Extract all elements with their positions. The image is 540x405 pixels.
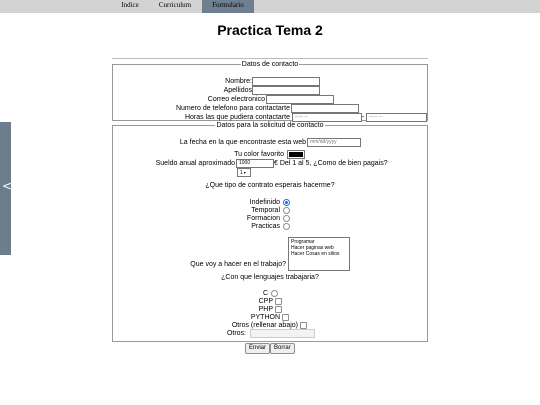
contrato-label: Temporal <box>251 207 280 214</box>
nombre-input[interactable] <box>252 77 320 86</box>
telefono-label: Numero de telefono para contactarte <box>175 105 290 112</box>
correo-input[interactable] <box>266 95 334 104</box>
hora-fin-input[interactable]: --:-- -- <box>366 113 427 122</box>
nav-item-curriculum[interactable]: Curriculum <box>158 1 192 9</box>
trabajo-option[interactable]: Hacer Cosas en silios <box>291 251 340 257</box>
nombre-label: Nombre: <box>225 78 252 85</box>
sueldo-input[interactable]: 1000 <box>236 159 274 168</box>
lenguaje-checkbox-cpp[interactable] <box>275 298 282 305</box>
otros-input[interactable] <box>250 329 315 338</box>
lenguaje-radio-c[interactable] <box>271 290 278 297</box>
nav-item-formulario[interactable]: Formulario <box>202 0 254 13</box>
contrato-label: Formacion <box>246 215 280 222</box>
contact-fieldset <box>112 61 428 121</box>
contact-legend: Datos de contacto <box>241 61 299 68</box>
sueldo-label: Sueldo anual aproximado <box>155 160 235 167</box>
contrato-radio-formacion[interactable] <box>283 215 290 222</box>
lenguaje-label: PYTHON <box>250 314 280 321</box>
trabajo-label: Que voy a hacer en el trabajo? <box>190 261 286 268</box>
correo-label: Correo electronico <box>207 96 265 103</box>
chevron-down-icon: ▾ <box>243 170 246 175</box>
contrato-label: Practicas <box>251 223 280 230</box>
trabajo-option[interactable]: Hacer paginas web <box>291 245 334 251</box>
fecha-label: La fecha en la que encontraste esta web <box>179 139 306 146</box>
contrato-radio-indefinido[interactable] <box>283 199 290 206</box>
lenguaje-checkbox-python[interactable] <box>282 314 289 321</box>
borrar-button[interactable]: Borrar <box>270 343 295 354</box>
trabajo-option[interactable]: Programar <box>291 239 315 245</box>
lenguaje-label: CPP <box>258 298 273 305</box>
contrato-radio-temporal[interactable] <box>283 207 290 214</box>
fecha-input[interactable]: mm/dd/yyyy <box>307 138 361 147</box>
otros-label: Otros: <box>226 330 246 337</box>
enviar-button[interactable]: Enviar <box>245 343 270 354</box>
color-input[interactable] <box>287 150 305 159</box>
hora-separator: - <box>362 114 365 121</box>
divider <box>112 58 428 59</box>
contrato-question: ¿Que tipo de contrato esperais hacerme? <box>205 182 335 189</box>
telefono-input[interactable] <box>291 104 359 113</box>
solicitud-legend: Datos para la solicitud de contacto <box>216 122 324 129</box>
apellidos-label: Apellidos <box>223 87 252 94</box>
lenguaje-checkbox-otros[interactable] <box>300 322 307 329</box>
lenguajes-question: ¿Con que lenguajes trabajaria? <box>221 274 319 281</box>
page-title: Practica Tema 2 <box>217 22 323 38</box>
top-nav <box>0 0 540 13</box>
contrato-label: Indefinido <box>249 199 280 206</box>
rating-select[interactable] <box>237 168 251 177</box>
lenguaje-label: PHP <box>258 306 273 313</box>
apellidos-input[interactable] <box>252 86 320 95</box>
hora-inicio-input[interactable]: --:-- -- <box>292 113 362 122</box>
chevron-left-icon: < <box>2 179 13 193</box>
lenguaje-label: Otros (rellenar abajo) <box>231 322 298 329</box>
solicitud-fieldset <box>112 122 428 342</box>
side-panel-toggle[interactable] <box>0 122 11 255</box>
sueldo-suffix: € Del 1 al 5, ¿Como de bien pagais? <box>274 160 388 167</box>
lenguaje-checkbox-php[interactable] <box>275 306 282 313</box>
color-label: Tu color favorito <box>234 151 284 158</box>
horas-label: Horas las que pudiera contactarte <box>184 114 290 121</box>
nav-item-indice[interactable]: Indice <box>121 1 139 9</box>
contrato-radio-practicas[interactable] <box>283 223 290 230</box>
lenguaje-label: C <box>262 290 268 297</box>
rating-select-value: 1 <box>240 170 243 176</box>
